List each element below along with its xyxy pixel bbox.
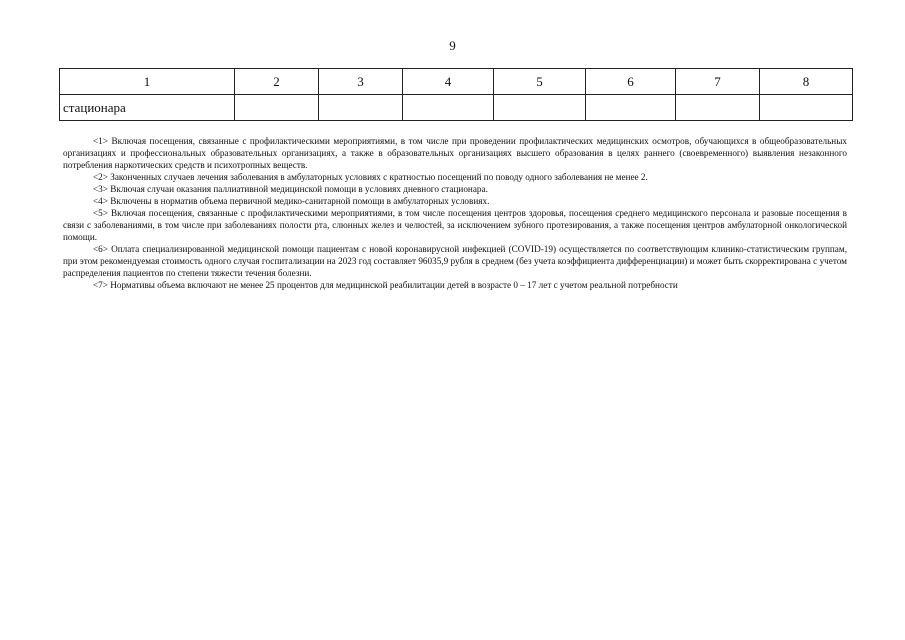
footnote-5: <5> Включая посещения, связанные с профилактическими мероприятиями, в том числе посещения центров здоровья, посещения среднего медицинского персонала и разовые посещения в связи с заболеваниями, в том числе при заболеваниях полости рта, слюнных желез и челюстей, за исключением зубного протезирования, а также посещения центров амбулаторной онкологической помощи. [63, 208, 847, 242]
page-number: 9 [449, 38, 456, 53]
column-header: 2 [235, 69, 319, 95]
footnote-1: <1> Включая посещения, связанные с профилактическими мероприятиями, в том числе при проведении профилактических медицинских осмотров, обучающихся в общеобразовательных организациях и профессиональных образовательных организациях, а также в образовательных организациях высшего образования в целях раннего (своевременного) выявления незаконного потребления наркотических средств и психотропных веществ. [63, 136, 847, 170]
footnotes [63, 135, 847, 291]
table-cell [676, 95, 760, 121]
footnote-7: <7> Нормативы объема включают не менее 25 процентов для медицинской реабилитации детей в возрасте 0 – 17 лет с учетом реальной потребности [93, 280, 678, 290]
column-header: 4 [403, 69, 494, 95]
column-header: 1 [60, 69, 235, 95]
table-cell [235, 95, 319, 121]
table-cell [319, 95, 403, 121]
footnote-2: <2> Законченных случаев лечения заболевания в амбулаторных условиях с кратностью посещений по поводу одного заболевания не менее 2. [93, 172, 648, 182]
footnote-3: <3> Включая случаи оказания паллиативной медицинской помощи в условиях дневного стационара. [93, 184, 488, 194]
table-row [60, 95, 853, 121]
table-cell [494, 95, 586, 121]
table-header-row [60, 69, 853, 95]
table-cell: стационара [60, 95, 235, 121]
table-cell [760, 95, 853, 121]
column-header: 7 [676, 69, 760, 95]
column-header: 6 [586, 69, 676, 95]
table-cell [586, 95, 676, 121]
column-header: 8 [760, 69, 853, 95]
column-header: 5 [494, 69, 586, 95]
footnote-6: <6> Оплата специализированной медицинской помощи пациентам с новой коронавирусной инфекцией (COVID-19) осуществляется по соответствующим клинико-статистическим группам, при этом рекомендуемая стоимость одного случая госпитализации на 2023 год составляет 96035,9 рубля в среднем (без учета коэффициента дифференциации) и может быть скорректирована с учетом распределения пациентов по степени тяжести течения болезни. [63, 244, 847, 278]
data-table [59, 68, 853, 121]
column-header: 3 [319, 69, 403, 95]
table-cell [403, 95, 494, 121]
footnote-4: <4> Включены в норматив объема первичной медико-санитарной помощи в амбулаторных условиях. [93, 196, 490, 206]
